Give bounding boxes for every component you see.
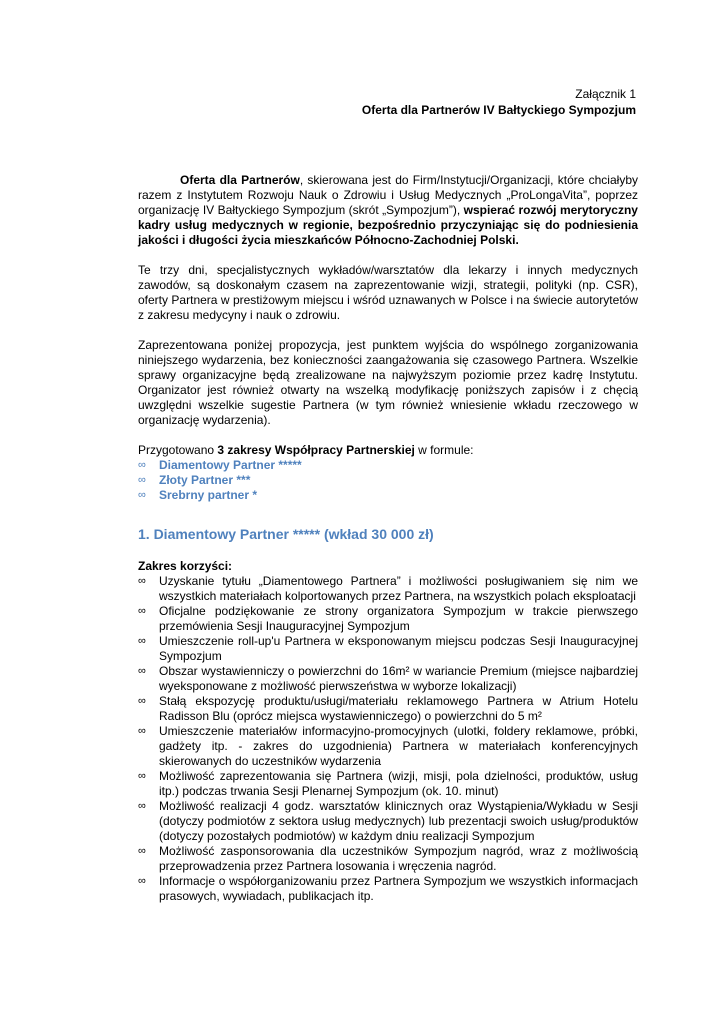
benefit-text: Umieszczenie materiałów informacyjno-promocyjnych (ulotki, foldery reklamowe, próbki, gadżety itp. - zakres do uzgodnienia) Partnera w materiałach konferencyjnych skierowanych do uczestników wydarzenia [159, 724, 638, 768]
benefit-item [138, 634, 638, 664]
section-heading-diamond: 1. Diamentowy Partner ***** (wkład 30 000 zł) [138, 526, 434, 542]
paragraph-proposal: Zaprezentowana poniżej propozycja, jest punktem wyjścia do wspólnego zorganizowania niniejszego wydarzenia, bez konieczności zaangażowania się czasowego Partnera. Wszelkie sprawy organizacyjne będą zrealizowane na najwyższym poziomie przez kadrę Instytutu. Organizator jest również otwarty na wszelką modyfikację poniższych zapisów i z chęcią uwzględni wszelkie sugestie Partnera (w tym również wniesienie wkładu rzeczowego w organizację wydarzenia). [138, 338, 638, 427]
tiers-intro-post: w formule: [414, 443, 474, 457]
tiers-intro-bold: 3 zakresy Współpracy Partnerskiej [217, 443, 415, 457]
benefit-text: Stałą ekspozycję produktu/usługi/materiału reklamowego Partnera w Atrium Hotelu Radisson Blu (oprócz miejsca wystawienniczego) o powierzchni do 5 m² [159, 694, 638, 723]
intro-emphasis: wspierać rozwój merytoryczny kadry usług medycznych w regionie, bezpośrednio przyczyniając się do podniesienia jakości i długości życia mieszkańców Północno-Zachodniej Polski. [138, 203, 638, 247]
benefit-item [138, 844, 638, 874]
tier-list [138, 458, 638, 503]
benefit-text: Informacje o współorganizowaniu przez Partnera Sympozjum we wszystkich informacjach prasowych, wywiadach, publikacjach itp. [159, 874, 638, 903]
infinity-bullet-icon: ∞ [138, 845, 146, 857]
attachment-label: Załącznik 1 [575, 87, 636, 101]
benefit-item [138, 799, 638, 844]
infinity-bullet-icon: ∞ [138, 605, 146, 617]
benefits-list [138, 574, 638, 904]
tier-item [138, 458, 638, 473]
paragraph-days: Te trzy dni, specjalistycznych wykładów/warsztatów dla lekarzy i innych medycznych zawodów, są doskonałym czasem na zaprezentowanie wizji, strategii, polityki (np. CSR), oferty Partnera w prestiżowym miejscu i wśród uznawanych w Polsce i na świecie autorytetów z zakresu medycyny i nauk o zdrowiu. [138, 263, 638, 322]
intro-text: , skierowana jest do Firm/Instytucji/Organizacji, które chciałyby razem z Instytutem Rozwoju Nauk o Zdrowiu i Usług Medycznych „ProLongaVita”, poprzez organizację IV Bałtyckiego Sympozjum (skrót „Sympozjum”), [138, 173, 638, 217]
document-header [362, 86, 636, 118]
infinity-bullet-icon: ∞ [138, 459, 146, 471]
infinity-bullet-icon: ∞ [138, 474, 146, 486]
infinity-bullet-icon: ∞ [138, 800, 146, 812]
intro-lead: Oferta dla Partnerów [180, 173, 300, 187]
infinity-bullet-icon: ∞ [138, 489, 146, 501]
benefit-item [138, 664, 638, 694]
benefit-item [138, 874, 638, 904]
infinity-bullet-icon: ∞ [138, 875, 146, 887]
benefit-item [138, 724, 638, 769]
tier-item [138, 473, 638, 488]
infinity-bullet-icon: ∞ [138, 770, 146, 782]
benefit-text: Umieszczenie roll-up'u Partnera w eksponowanym miejscu podczas Sesji Inauguracyjnej Sympozjum [159, 634, 638, 663]
infinity-bullet-icon: ∞ [138, 575, 146, 587]
benefit-text: Oficjalne podziękowanie ze strony organizatora Sympozjum w trakcie pierwszego przemówienia Sesji Inauguracyjnej Sympozjum [159, 604, 638, 633]
tiers-intro-pre: Przygotowano [138, 443, 218, 457]
benefit-text: Obszar wystawienniczy o powierzchni do 16m² w wariancie Premium (miejsce najbardziej wyeksponowane z możliwość pierwszeństwa w wyborze lokalizacji) [159, 664, 638, 693]
tier-item [138, 488, 638, 503]
benefits-title [138, 559, 638, 574]
document-body [138, 173, 638, 904]
benefit-item [138, 574, 638, 604]
infinity-bullet-icon: ∞ [138, 725, 146, 737]
benefit-item [138, 604, 638, 634]
benefit-text: Możliwość realizacji 4 godz. warsztatów klinicznych oraz Wystąpienia/Wykładu w Sesji (dotyczy podmiotów z sektora usług medycznych) lub prezentacji swoich usług/produktów (dotyczy pozostałych podmiotów) w każdym dniu realizacji Sympozjum [159, 799, 638, 843]
infinity-bullet-icon: ∞ [138, 635, 146, 647]
infinity-bullet-icon: ∞ [138, 665, 146, 677]
benefit-text: Uzyskanie tytułu „Diamentowego Partnera” i możliwości posługiwaniem się nim we wszystkich materiałach kolportowanych przez Partnera, na wszystkich polach eksploatacji [159, 574, 638, 603]
benefit-item [138, 769, 638, 799]
intro-paragraph [138, 173, 638, 248]
tiers-intro [138, 443, 638, 458]
benefits-title-text: Zakres korzyści: [138, 559, 233, 573]
benefit-text: Możliwość zasponsorowania dla uczestników Sympozjum nagród, wraz z możliwością przeprowadzenia przez Partnera losowania i wręczenia nagród. [159, 844, 638, 873]
tier-label: Diamentowy Partner ***** [159, 458, 302, 472]
infinity-bullet-icon: ∞ [138, 695, 146, 707]
benefit-item [138, 694, 638, 724]
document-title: Oferta dla Partnerów IV Bałtyckiego Sympozjum [361, 103, 636, 117]
benefit-text: Możliwość zaprezentowania się Partnera (wizji, misji, pola dzielności, produktów, usług itp.) podczas trwania Sesji Plenarnej Sympozjum (ok. 10. minut) [159, 769, 638, 798]
tier-label: Srebrny partner * [159, 488, 258, 502]
tier-label: Złoty Partner *** [159, 473, 251, 487]
